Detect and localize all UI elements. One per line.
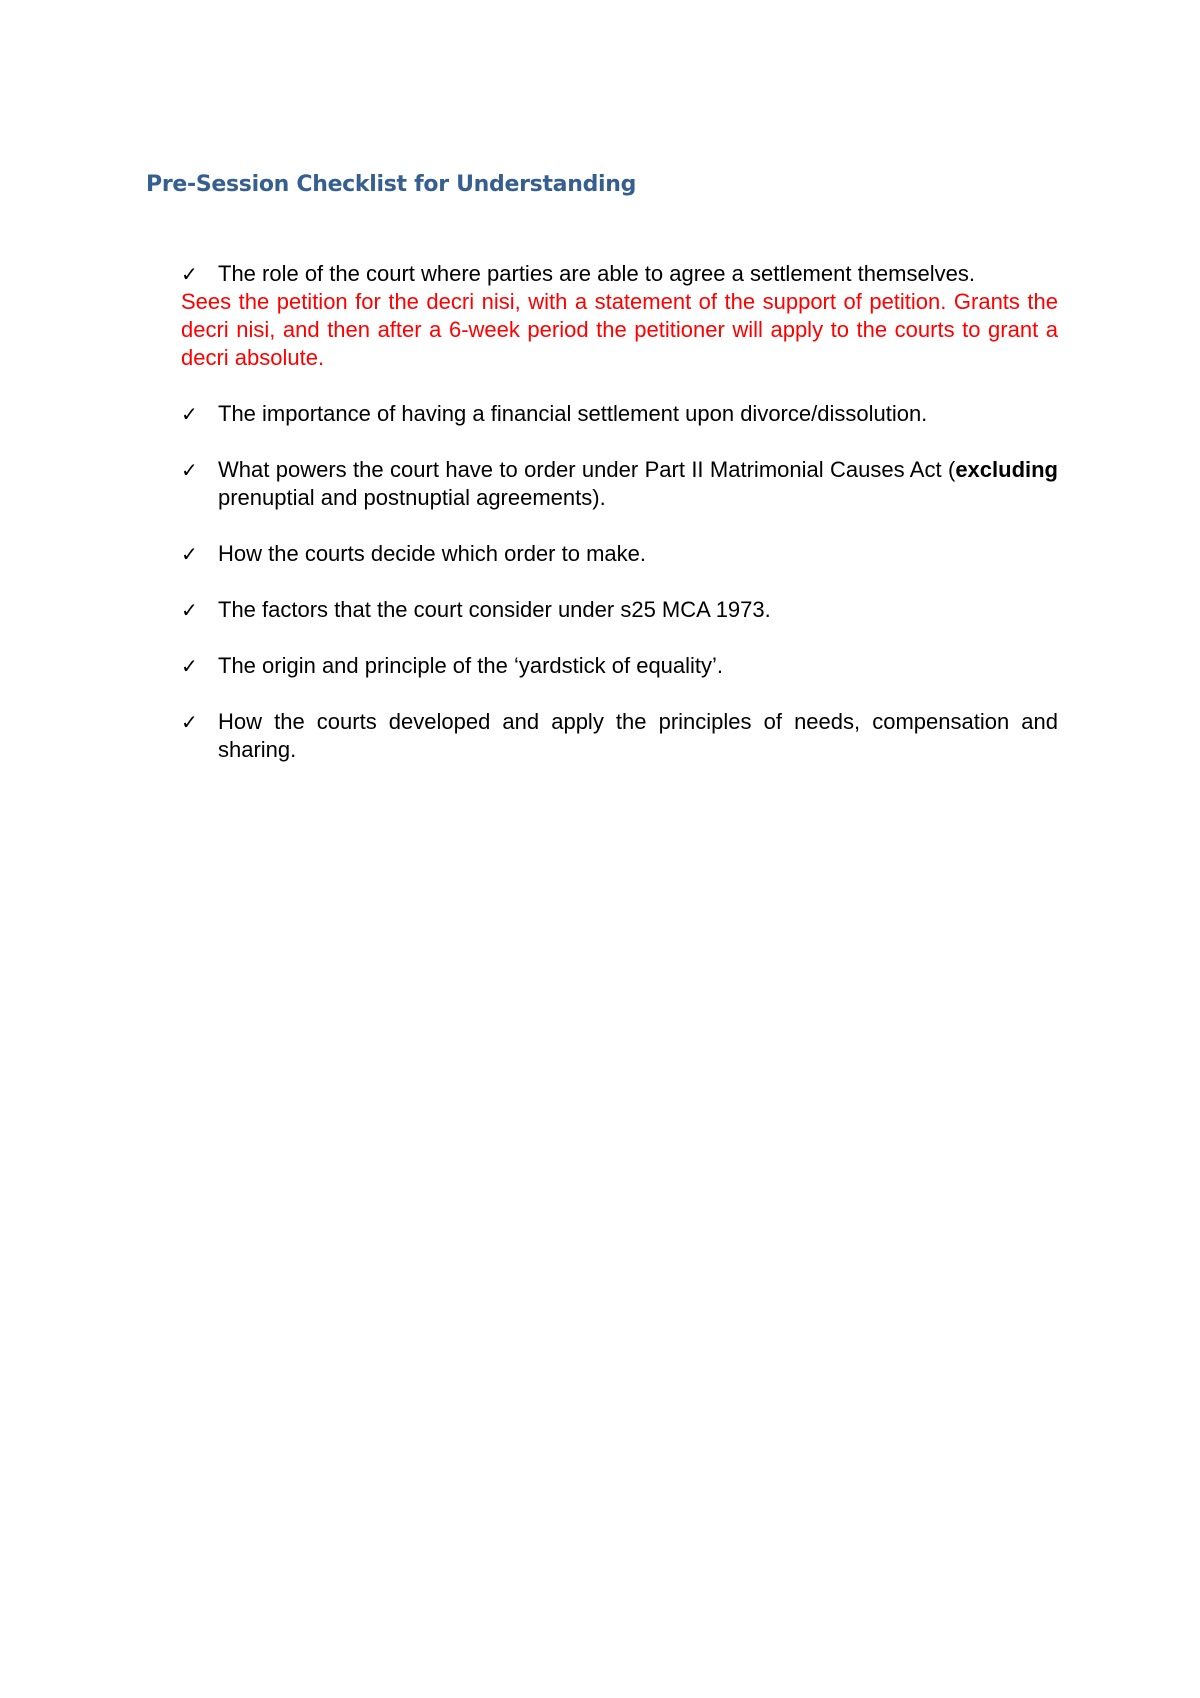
check-mark-icon: ✓ [181,402,198,426]
checklist-item-financial-settlement [181,400,1058,428]
checklist-item-court-role [181,260,1058,372]
checklist-item-s25-factors [181,596,1058,624]
checklist-item-order-decision [181,540,1058,568]
checklist-item-text: The factors that the court consider under s25 MCA 1973. [218,597,771,622]
checklist-item-principles [181,708,1058,764]
checklist-item-text: How the courts developed and apply the principles of needs, compensation and sharing. [218,709,1058,762]
page-title: Pre-Session Checklist for Understanding [146,172,637,197]
check-mark-icon: ✓ [181,654,198,678]
checklist-item-text-start: What powers the court have to order under Part II Matrimonial Causes Act ( [218,457,956,482]
checklist-item-note: Sees the petition for the decri nisi, with a statement of the support of petition. Grants the decri nisi, and then after a 6-week period the petitioner will apply to the courts to grant a decri absolute. [181,289,1058,370]
checklist-item-text: The origin and principle of the ‘yardstick of equality’. [218,653,724,678]
check-mark-icon: ✓ [181,542,198,566]
checklist-item-court-powers [181,456,1058,512]
checklist-item-yardstick-equality [181,652,1058,680]
checklist-item-text-end: prenuptial and postnuptial agreements). [218,485,606,510]
check-mark-icon: ✓ [181,458,198,482]
checklist-item-text: The importance of having a financial settlement upon divorce/dissolution. [218,401,928,426]
checklist-item-text [218,456,1058,512]
checklist-item-bold-word: excluding [955,457,1058,482]
checklist-item-text: The role of the court where parties are able to agree a settlement themselves. [218,261,975,286]
check-mark-icon: ✓ [181,262,198,286]
checklist [181,260,1058,792]
check-mark-icon: ✓ [181,710,198,734]
check-mark-icon: ✓ [181,598,198,622]
checklist-item-text: How the courts decide which order to make. [218,541,646,566]
